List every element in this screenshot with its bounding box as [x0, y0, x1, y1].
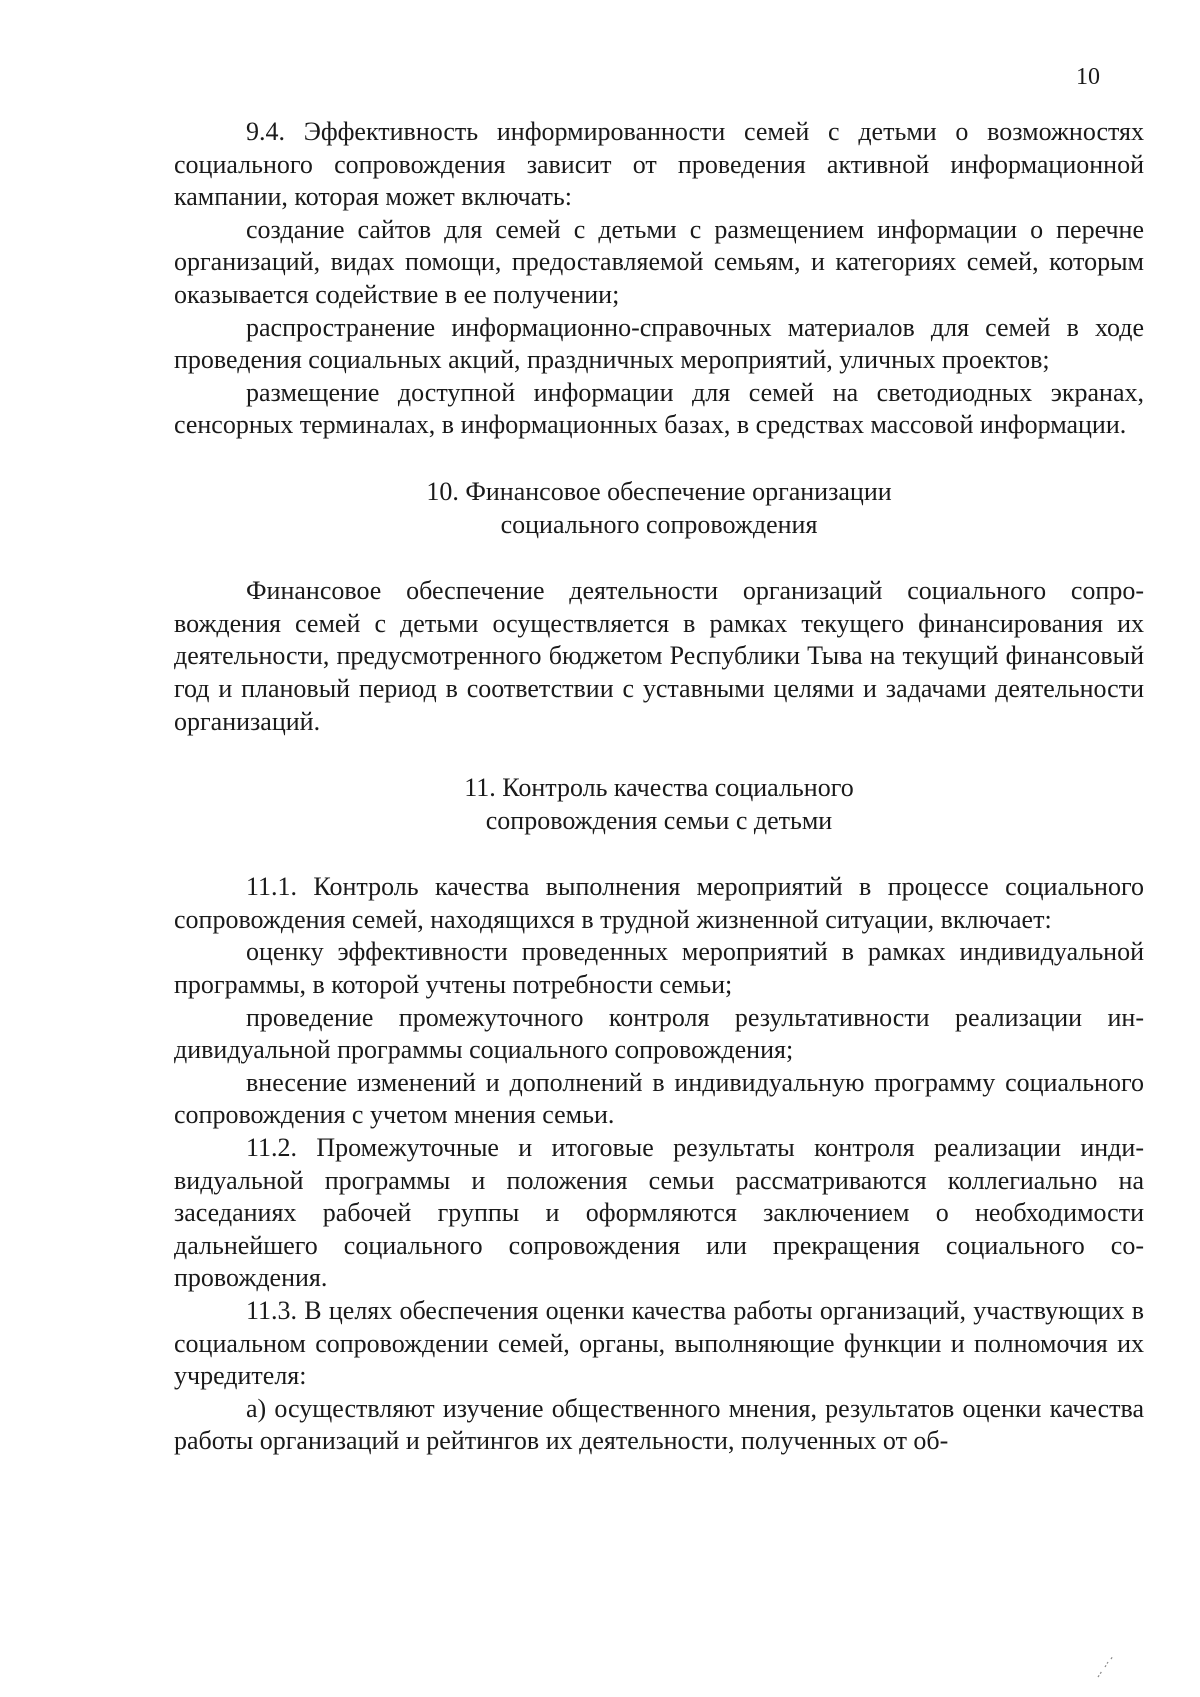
list-item-a: а) осуществляют изучение общественного мнения, результатов оценки качества работы организаций и рейтингов их деятельности, полученных от об- [174, 1393, 1144, 1456]
section-heading-10 [174, 476, 1144, 541]
section-heading-line: 11. Контроль качества социального [464, 773, 854, 803]
paragraph-financing: Финансовое обеспечение деятельности организаций социального сопровождения семей с детьми осуществляется в рамках текущего финансирования их деятельности, предусмотренного бюджетом Республики Тыва на текущий финансовый год и плановый период в соответствии с уставными целями и задачами деятельности организаций. [174, 576, 1144, 736]
paragraph-11-1: 11.1. Контроль качества выполнения мероприятий в процессе социального сопровождения семей, находящихся в трудной жизненной ситуации, включает: [174, 872, 1144, 934]
list-item-materials: распространение информационно-справочных материалов для семей в ходе проведения социальных акций, праздничных мероприятий, уличных проектов; [174, 312, 1144, 375]
page-number: 10 [1076, 64, 1100, 90]
paragraph-11-3: 11.3. В целях обеспечения оценки качества работы организаций, участвующих в социальном сопровождении семей, органы, выполняющие функции и полномочия их учредителя: [174, 1296, 1144, 1391]
list-item-placement: размещение доступной информации для семей на светодиодных экранах, сенсорных терминалах, в информационных базах, в средствах массовой информации. [174, 377, 1144, 440]
scan-speck-mark [1096, 1653, 1118, 1679]
document-body [174, 116, 1144, 1458]
paragraph-9-4: 9.4. Эффективность информированности семей с детьми о возможностях социального сопровождения зависит от проведения активной информационной кампании, которая может включать: [174, 117, 1144, 212]
section-heading-line: социального сопровождения [500, 509, 818, 539]
section-heading-line: сопровождения семьи с детьми [485, 805, 833, 835]
paragraph-11-2: 11.2. Промежуточные и итоговые результаты контроля реализации индивидуальной программы и положения семьи рассматриваются коллегиально на заседаниях рабочей группы и оформляются заключением о необходимости дальнейшего социального сопровождения или прекращения социального сопровождения. [174, 1133, 1144, 1293]
list-item-websites: создание сайтов для семей с детьми с размещением информации о перечне организаций, видах помощи, предоставляемой семьям, и категориях семей, которым оказывается содействие в ее получении; [174, 214, 1144, 309]
list-item-evaluation: оценку эффективности проведенных мероприятий в рамках индивидуальной программы, в которой учтены потребности семьи; [174, 937, 1144, 1000]
section-heading-11 [174, 772, 1144, 837]
section-heading-line: 10. Финансовое обеспечение организации [426, 476, 892, 506]
list-item-interim-control: проведение промежуточного контроля результативности реализации индивидуальной программы социального сопровождения; [174, 1002, 1144, 1065]
list-item-changes: внесение изменений и дополнений в индивидуальную программу социального сопровождения с учетом мнения семьи. [174, 1067, 1144, 1130]
